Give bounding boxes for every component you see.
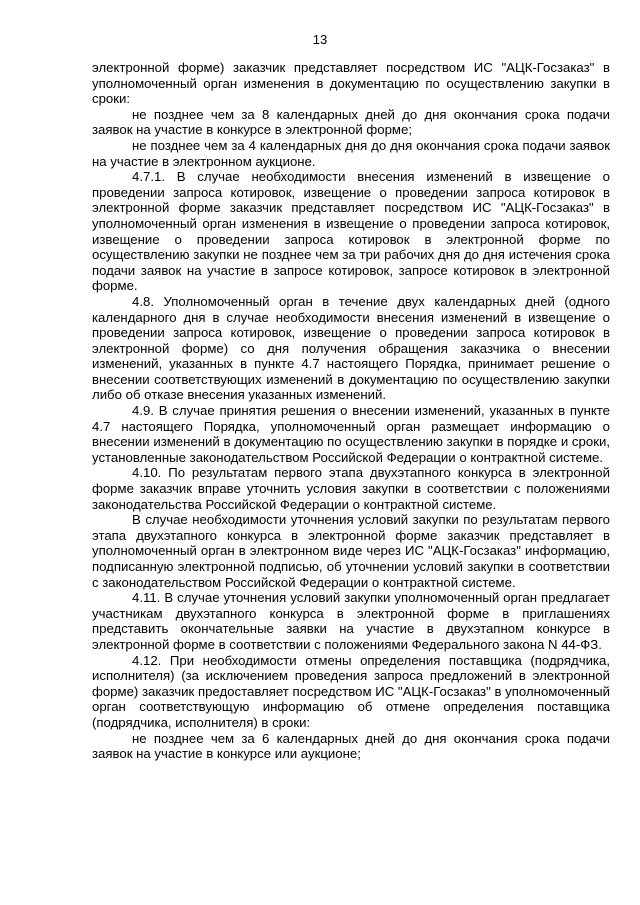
document-body [92, 60, 610, 762]
paragraph-4-8: 4.8. Уполномоченный орган в течение двух календарных дней (одного календарного дня в случае необходимости внесения изменений в извещение о проведении запроса котировок, извещение о проведении запроса котировок в электронной форме) со дня получения обращения заказчика о внесении изменений, указанных в пункте 4.7 настоящего Порядка, принимает решение о внесении соответствующих изменений в документацию по осуществлению закупки либо об отказе внесения указанных изменений. [92, 293, 610, 403]
paragraph-4-9: 4.9. В случае принятия решения о внесении изменений, указанных в пункте 4.7 настоящего Порядка, уполномоченный орган размещает информацию о внесении изменений в документацию по осуществлению закупки в порядке и сроки, установленные законодательством Российской Федерации о контрактной системе. [92, 403, 610, 465]
paragraph-4-7-1: 4.7.1. В случае необходимости внесения изменений в извещение о проведении запроса котировок, извещение о проведении запроса котировок в электронной форме заказчик представляет посредством ИС "АЦК-Госзаказ" в уполномоченный орган изменения в извещение о проведении запроса котировок, извещение о проведении запроса котировок в электронной форме по осуществлению закупки не позднее чем за три рабочих дня до дня истечения срока подачи заявок на участие в запросе котировок, запросе котировок в электронной форме. [92, 169, 610, 294]
paragraph-4-11: 4.11. В случае уточнения условий закупки уполномоченный орган предлагает участникам двухэтапного конкурса в электронной форме в приглашениях представить окончательные заявки на участие в двухэтапном конкурсе в электронной форме в соответствии с положениями Федерального закона N 44-ФЗ. [92, 590, 610, 652]
paragraph-deadline-auction: не позднее чем за 4 календарных дня до дня окончания срока подачи заявок на участие в электронном аукционе. [92, 137, 610, 169]
paragraph-4-10: 4.10. По результатам первого этапа двухэтапного конкурса в электронной форме заказчик вправе уточнить условия закупки в соответствии с положениями законодательства Российской Федерации о контрактной системе. [92, 465, 610, 512]
paragraph-deadline-cancellation: не позднее чем за 6 календарных дней до дня окончания срока подачи заявок на участие в конкурсе или аукционе; [92, 730, 610, 762]
paragraph-deadline-contest: не позднее чем за 8 календарных дней до дня окончания срока подачи заявок на участие в конкурсе в электронной форме; [92, 106, 610, 138]
paragraph-continuation: электронной форме) заказчик представляет посредством ИС "АЦК-Госзаказ" в уполномоченный орган изменения в документацию по осуществлению закупки в сроки: [92, 60, 610, 107]
paragraph-4-12: 4.12. При необходимости отмены определения поставщика (подрядчика, исполнителя) (за исключением проведения запроса предложений в электронной форме) заказчик предоставляет посредством ИС "АЦК-Госзаказ" в уполномоченный орган соответствующую информацию об отмене определения поставщика (подрядчика, исполнителя) в сроки: [92, 652, 610, 730]
paragraph-4-10-clarification: В случае необходимости уточнения условий закупки по результатам первого этапа двухэтапного конкурса в электронной форме заказчик представляет в уполномоченный орган в электронном виде через ИС "АЦК-Госзаказ" информацию, подписанную электронной подписью, об уточнении условий закупки в соответствии с законодательством Российской Федерации о контрактной системе. [92, 512, 610, 590]
page-number: 13 [312, 32, 328, 47]
